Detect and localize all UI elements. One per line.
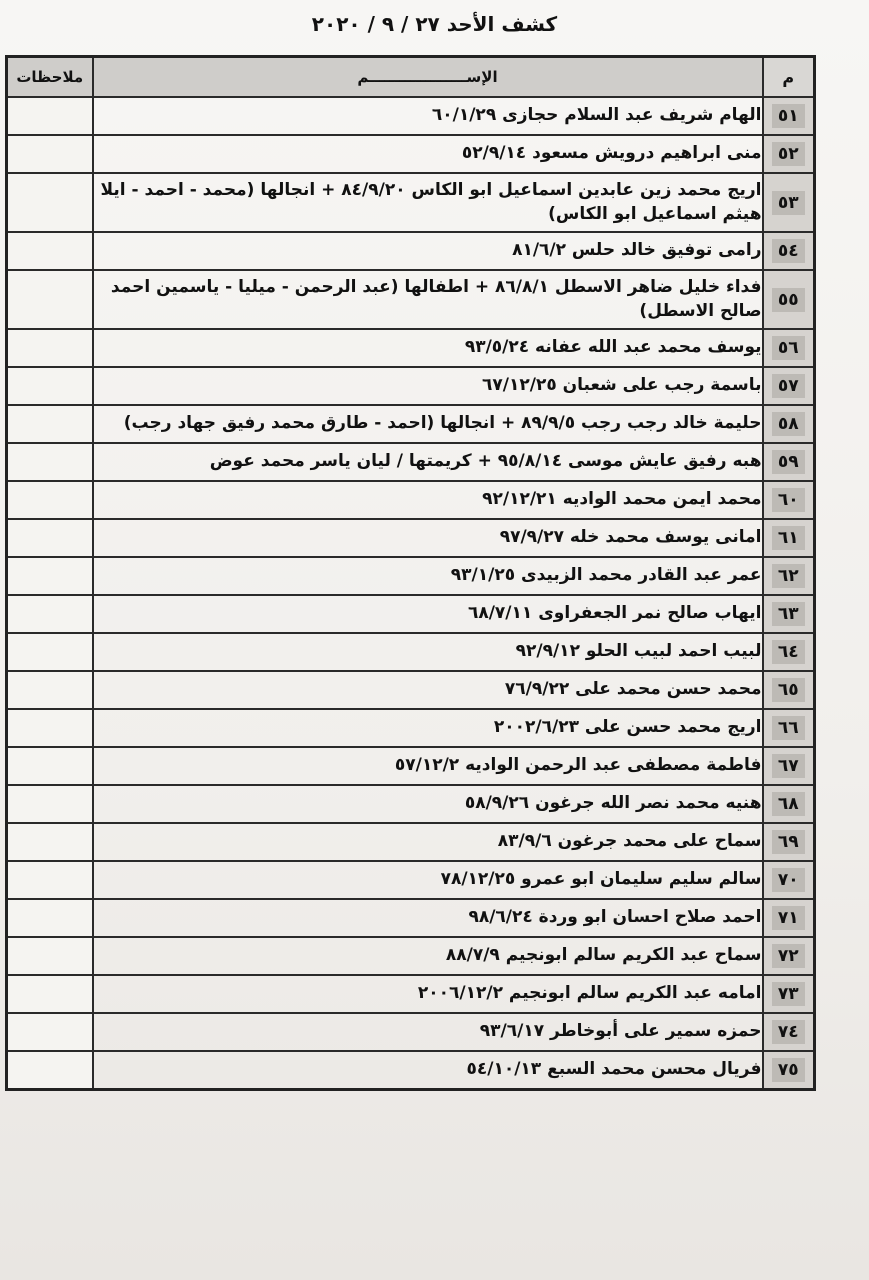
row-notes — [7, 367, 93, 405]
row-notes — [7, 443, 93, 481]
row-notes — [7, 135, 93, 173]
row-number: ٦٩ — [772, 830, 805, 854]
row-number: ٦٧ — [772, 754, 805, 778]
row-name: ايهاب صالح نمر الجعفراوى ٦٨/٧/١١ — [93, 595, 763, 633]
row-number: ٦٥ — [772, 678, 805, 702]
row-notes — [7, 709, 93, 747]
row-name: فداء خليل ضاهر الاسطل ٨٦/٨/١ + اطفالها (عبد الرحمن - ميليا - ياسمين احمد صالح الاسطل) — [93, 270, 763, 329]
table-header-row — [7, 57, 815, 98]
row-number: ٦٤ — [772, 640, 805, 664]
row-number: ٦٦ — [772, 716, 805, 740]
row-name: فريال محسن محمد السبع ٥٤/١٠/١٣ — [93, 1051, 763, 1089]
row-name: محمد حسن محمد على ٧٦/٩/٢٢ — [93, 671, 763, 709]
row-number-cell — [763, 135, 815, 173]
table-row — [7, 823, 815, 861]
row-number: ٥٥ — [772, 288, 805, 312]
row-notes — [7, 329, 93, 367]
row-number-cell — [763, 595, 815, 633]
row-number-cell — [763, 443, 815, 481]
table-row — [7, 861, 815, 899]
table-row — [7, 595, 815, 633]
row-number: ٥٩ — [772, 450, 805, 474]
table-row — [7, 135, 815, 173]
row-number: ٥٤ — [772, 239, 805, 263]
column-header-number: م — [763, 57, 815, 98]
table-row — [7, 709, 815, 747]
row-notes — [7, 173, 93, 232]
table-row — [7, 97, 815, 135]
table-row — [7, 671, 815, 709]
row-notes — [7, 975, 93, 1013]
table-row — [7, 173, 815, 232]
row-notes — [7, 785, 93, 823]
row-notes — [7, 1051, 93, 1089]
row-number: ٧٠ — [772, 868, 805, 892]
row-name: لبيب احمد لبيب الحلو ٩٢/٩/١٢ — [93, 633, 763, 671]
row-number: ٥٨ — [772, 412, 805, 436]
row-notes — [7, 823, 93, 861]
row-number-cell — [763, 671, 815, 709]
row-number-cell — [763, 519, 815, 557]
row-name: هنيه محمد نصر الله جرغون ٥٨/٩/٢٦ — [93, 785, 763, 823]
row-number-cell — [763, 173, 815, 232]
row-name: سماح عبد الكريم سالم ابونجيم ٨٨/٧/٩ — [93, 937, 763, 975]
column-header-notes: ملاحظات — [7, 57, 93, 98]
row-number-cell — [763, 270, 815, 329]
row-name: اريج محمد زين عابدين اسماعيل ابو الكاس ٨٤/٩/٢٠ + انجالها (محمد - احمد - ايلا هيثم اسماعيل ابو الكاس) — [93, 173, 763, 232]
table-row — [7, 329, 815, 367]
row-number: ٦٨ — [772, 792, 805, 816]
row-notes — [7, 671, 93, 709]
table-row — [7, 367, 815, 405]
table-row — [7, 1051, 815, 1089]
row-number: ٦١ — [772, 526, 805, 550]
row-notes — [7, 481, 93, 519]
table-row — [7, 481, 815, 519]
row-notes — [7, 747, 93, 785]
row-number: ٥١ — [772, 104, 805, 128]
row-notes — [7, 1013, 93, 1051]
row-number-cell — [763, 709, 815, 747]
row-name: امامه عبد الكريم سالم ابونجيم ٢٠٠٦/١٢/٢ — [93, 975, 763, 1013]
row-number: ٦٢ — [772, 564, 805, 588]
row-number-cell — [763, 232, 815, 270]
row-number-cell — [763, 329, 815, 367]
row-name: الهام شريف عبد السلام حجازى ٦٠/١/٢٩ — [93, 97, 763, 135]
row-number: ٥٦ — [772, 336, 805, 360]
row-name: سماح على محمد جرغون ٨٣/٩/٦ — [93, 823, 763, 861]
table-row — [7, 443, 815, 481]
row-number-cell — [763, 785, 815, 823]
row-number-cell — [763, 937, 815, 975]
table-row — [7, 232, 815, 270]
row-name: رامى توفيق خالد حلس ٨١/٦/٢ — [93, 232, 763, 270]
row-number-cell — [763, 1051, 815, 1089]
row-name: حمزه سمير على أبوخاطر ٩٣/٦/١٧ — [93, 1013, 763, 1051]
row-notes — [7, 937, 93, 975]
row-number: ٧٥ — [772, 1058, 805, 1082]
table-row — [7, 747, 815, 785]
row-number-cell — [763, 823, 815, 861]
row-notes — [7, 232, 93, 270]
row-notes — [7, 519, 93, 557]
row-number: ٧١ — [772, 906, 805, 930]
row-number-cell — [763, 481, 815, 519]
row-number: ٦٣ — [772, 602, 805, 626]
row-notes — [7, 557, 93, 595]
row-number: ٧٣ — [772, 982, 805, 1006]
row-number-cell — [763, 975, 815, 1013]
table-row — [7, 633, 815, 671]
row-notes — [7, 270, 93, 329]
table-row — [7, 557, 815, 595]
row-notes — [7, 633, 93, 671]
table-row — [7, 519, 815, 557]
row-notes — [7, 405, 93, 443]
row-number-cell — [763, 899, 815, 937]
row-number: ٧٢ — [772, 944, 805, 968]
row-name: اريج محمد حسن على ٢٠٠٢/٦/٢٣ — [93, 709, 763, 747]
row-number: ٧٤ — [772, 1020, 805, 1044]
row-notes — [7, 97, 93, 135]
row-name: امانى يوسف محمد خله ٩٧/٩/٢٧ — [93, 519, 763, 557]
row-number-cell — [763, 405, 815, 443]
row-name: باسمة رجب على شعبان ٦٧/١٢/٢٥ — [93, 367, 763, 405]
row-number-cell — [763, 747, 815, 785]
row-name: سالم سليم سليمان ابو عمرو ٧٨/١٢/٢٥ — [93, 861, 763, 899]
table-row — [7, 785, 815, 823]
row-number-cell — [763, 97, 815, 135]
table-row — [7, 1013, 815, 1051]
table-row — [7, 975, 815, 1013]
row-name: يوسف محمد عبد الله عفانه ٩٣/٥/٢٤ — [93, 329, 763, 367]
row-number: ٦٠ — [772, 488, 805, 512]
table-row — [7, 270, 815, 329]
names-table — [5, 55, 816, 1091]
table-row — [7, 937, 815, 975]
row-number-cell — [763, 633, 815, 671]
row-name: حليمة خالد رجب رجب ٨٩/٩/٥ + انجالها (احمد - طارق محمد رفيق جهاد رجب) — [93, 405, 763, 443]
row-notes — [7, 595, 93, 633]
row-name: فاطمة مصطفى عبد الرحمن الواديه ٥٧/١٢/٢ — [93, 747, 763, 785]
row-number-cell — [763, 1013, 815, 1051]
row-number: ٥٣ — [772, 191, 805, 215]
row-number-cell — [763, 367, 815, 405]
row-name: احمد صلاح احسان ابو وردة ٩٨/٦/٢٤ — [93, 899, 763, 937]
row-number: ٥٢ — [772, 142, 805, 166]
row-name: منى ابراهيم درويش مسعود ٥٢/٩/١٤ — [93, 135, 763, 173]
table-row — [7, 405, 815, 443]
row-name: هبه رفيق عايش موسى ٩٥/٨/١٤ + كريمتها / ليان ياسر محمد عوض — [93, 443, 763, 481]
row-notes — [7, 861, 93, 899]
column-header-name: الإســـــــــــــــــــم — [93, 57, 763, 98]
row-number: ٥٧ — [772, 374, 805, 398]
page-title: كشف الأحد ٢٧ / ٩ / ٢٠٢٠ — [311, 12, 558, 36]
row-name: عمر عبد القادر محمد الزبيدى ٩٣/١/٢٥ — [93, 557, 763, 595]
row-number-cell — [763, 557, 815, 595]
row-notes — [7, 899, 93, 937]
table-row — [7, 899, 815, 937]
row-number-cell — [763, 861, 815, 899]
row-name: محمد ايمن محمد الواديه ٩٢/١٢/٢١ — [93, 481, 763, 519]
